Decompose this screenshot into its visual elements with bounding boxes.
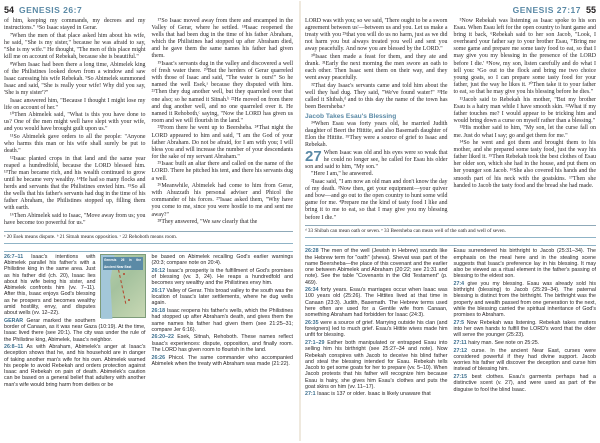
paragraph: ³⁴When Esau was forty years old, he married Judith daughter of Beeri the Hittite, and also Basemath daughter of Elon the Hittite. ³⁵They were a source of grief to Isaac and Rebekah. <box>305 120 448 149</box>
right-page-number: 55 <box>585 5 596 15</box>
paragraph: ¹⁴So he went and got them and brought them to his mother, and she prepared some tasty food, just the way his father liked it. ¹⁵Then Rebekah took the best clothes of Esau her older son, which she had in the house, and put them on her younger son Jacob. ¹⁶She also covered his hands and the smooth part of his neck with the goatskins. ¹⁷Then she handed to Jacob the tasty food and the bread she had made. <box>453 140 596 189</box>
paragraph: "Here I am," he answered. <box>311 171 374 178</box>
study-note: 27:5 Now Rebekah was listening. Rebekah takes matters into her own hands to fulfill the LORD's word that the older will serve the younger (25:23). <box>453 319 596 339</box>
left-page <box>4 18 293 389</box>
study-note: GERAR Gerar marked the southern border of Canaan, as it was near Gaza (10:19). At the time, Isaac lived there (see 20:1). The city was under the rule of the Philistine king, Abimelek, Isaac's neighbor. <box>4 317 146 343</box>
paragraph: ¹⁰Then Abimelek said, "What is this you have done to us? One of the men might well have slept with your wife, and you would have brought guilt upon us." <box>4 112 146 133</box>
paragraph: ¹⁷So Isaac moved away from there and encamped in the Valley of Gerar, where he settled. ¹⁸Isaac reopened the wells that had been dug in the time of his father Abraham, which the Philistines had stopped up after Abraham died, and he gave them the same names his father had given them. <box>151 18 293 60</box>
study-note: 27:11 hairy man. See note on 25:25. <box>453 340 540 346</box>
study-note: 26:20–22 Esek, Sitnah, Rehoboth. These names reflect Isaac's experiences: dispute, opposition, and finally room. The LORD has given room to flourish in the land. <box>151 334 293 353</box>
left-text-column-2 <box>152 18 294 228</box>
paragraph: ¹³His mother said to him, "My son, let the curse fall on me. Just do what I say; go and get them for me." <box>453 125 596 139</box>
left-footnotes: ᵃ 20 Esek means dispute. ᵇ 21 Sitnah means opposition. ᶜ 22 Rehoboth means room. <box>4 231 293 240</box>
study-note: 26:28 The men of the well (Jewish in Hebrew) sounds like the Hebrew term for "oath" (sheva). Shevat was part of the name Beersheba—the place of this covenant and the earlier one between Abimelek and Abraham (20:22; see 21:31 and note). See the table "Covenants in the Old Testament" (p. 469). <box>305 248 448 286</box>
chapter-number: 27 <box>305 147 322 165</box>
right-running-head: GENESIS 27:17 <box>512 5 581 15</box>
left-study-notes <box>4 254 293 389</box>
paragraph: ¹⁹Isaac's servants dug in the valley and discovered a well of fresh water there. ²⁰But the herders of Gerar quarreled with those of Isaac and said, "The water is ours!" So he named the well Esek,ᵃ because they disputed with him. ²¹Then they dug another well, but they quarreled over that one also; so he named it Sitnah.ᵇ ²²He moved on from there and dug another well, and no one quarreled over it. He named it Rehoboth,ᶜ saying, "Now the LORD has given us room and we will flourish in the land." <box>151 61 293 124</box>
study-note: 26:26 Phicol. The same commander who accompanied Abimelek when the treaty with Abraham was made (21:22). <box>151 354 293 367</box>
paragraph: Isaac answered him, "Because I thought I might lose my life on account of her." <box>4 97 146 111</box>
study-note: 26:8–11 As with Abraham, Abimelek's anger at Isaac's deception shows that he, and his household are in danger of taking another man's wife for his own. Abimelek warned his people to avoid Rebekah and orders protection against Isaac and Rebekah on pain of death. Abimelek's caution can be based on a general belief that adultery with another man's wife would bring harm from deities or be <box>4 344 146 388</box>
paragraph: ²⁵Isaac built an altar there and called on the name of the LORD. There he pitched his tent, and there his servants dug a well. <box>151 161 293 182</box>
paragraph: 27 When Isaac was old and his eyes were so weak that he could no longer see, he called for Esau his older son and said to him, "My son." <box>305 147 448 170</box>
study-note: 26:17 Valley of Gerar. This broad valley to the south was the location of Isaac's later settlements, where he dug wells again. <box>151 287 293 307</box>
study-note: 27:15 best clothes. Esau's garments perhaps had a distinctive scent (v. 27), and were used as part of the disguise to fool the blind Isaac. <box>453 374 596 393</box>
left-notes-band <box>4 243 293 252</box>
study-note: 26:35 were a source of grief. Marrying outside his clan (and foreigners) led to much grief. Esau's Hittite wives made him unfit for blessing. <box>305 319 448 339</box>
paragraph: ²⁶Meanwhile, Abimelek had come to him from Gerar, with Ahuzzath his personal adviser and Phicol the commander of his forces. ²⁷Isaac asked them, "Why have you come to me, since you were hostile to me and sent me away?" <box>151 183 293 218</box>
left-scripture-text <box>4 18 293 228</box>
study-note: 27:1–29 Esther both manipulated or entrapped Esau into selling him his birthright (see 25:27–34 and note). Now Rebekah conspires with Jacob to deceive his blind father and steal the blessing intended for Esau. Rebekah tells Jacob to get some goats for her to prepare (vv. 5–10). When Jacob protests that his father will recognize him because Esau is hairy, she gives him Esau's clothes and puts the goat skins on him (vv. 11–17). <box>305 340 448 390</box>
study-note: Esau surrendered his birthright to Jacob (25:31–34). The emphasis on the meal here and in the stealing scene suggests that Isaac's preference lay in his blessing. It may also be viewed as a ritual element in the father's passing of blessing to the eldest son. <box>453 248 596 280</box>
paragraph: ¹⁶Then Abimelek said to Isaac, "Move away from us; you have become too powerful for us." <box>4 213 146 227</box>
study-note: be based on Abimelek recalling God's earlier warnings (20:3; compare note on 20:4). <box>151 253 293 267</box>
paragraph: ³⁰Isaac then made a feast for them, and they ate and drank. ³¹Early the next morning the men swore an oath to each other. Then Isaac sent them on their way, and they went away peacefully. <box>305 53 448 82</box>
left-notes-column-2 <box>152 254 294 389</box>
paragraph: ¹¹So Abimelek gave orders to all the people: "Anyone who harms this man or his wife shall surely be put to death." <box>4 134 146 155</box>
study-note: 26:34 forty years. Esau's marriages occur when Isaac was 100 years old (25:26). The Hittites lived at that time in Canaan (23:3). Judith, Basemath. The Hebrew terms used here often are used for a Gentile wife from Canaan, something Abraham had forbidden for Isaac (24:3). <box>305 287 448 319</box>
paragraph: ³²That day Isaac's servants came and told him about the well they had dug. They said, "We've found water!" ³³He called it Shibah,ᵈ and to this day the name of the town has been Beersheba.ᵉ <box>305 82 448 111</box>
left-page-number: 54 <box>4 5 15 15</box>
left-notes-column-1 <box>4 254 146 389</box>
paragraph: LORD was with you; so we said, 'There ought to be a sworn agreement between us'—between us and you. Let us make a treaty with you ²⁹that you will do us no harm, just as we did not harm you but always treated you well and sent you away peacefully. And now you are blessed by the LORD." <box>305 18 448 53</box>
right-notes-column-1 <box>305 248 448 399</box>
paragraph: ¹²Isaac planted crops in that land and the same year reaped a hundredfold, because the LORD blessed him. ¹³The man became rich, and his wealth continued to grow until he became very wealthy. ¹⁴He had so many flocks and herds and servants that the Philistines envied him. ¹⁵So all the wells that his father's servants had dug in the time of his father Abraham, the Philistines stopped up, filling them with earth. <box>4 155 146 212</box>
study-note: 27:4 give you my blessing. Esau was already sold his birthright (blessing) to Jacob (25:29–34). The paternal blessing is distinct from the birthright. The birthright was the property and wealth passed from one generation to the next, while the blessing carried the spiritual inheritance of God's promises to Abraham. <box>453 280 596 319</box>
study-note: 26:18 Isaac reopens his father's wells, which the Philistines had stopped up after Abraham's death, and gives them the same names his father had given them (see 21:25–31; compare Jer 6:16). <box>151 308 293 333</box>
right-scripture-text <box>305 18 596 222</box>
paragraph: ²³From there he went up to Beersheba. ²⁴That night the LORD appeared to him and said, "I am the God of your father Abraham. Do not be afraid, for I am with you; I will bless you and will increase the number of your descendants for the sake of my servant Abraham." <box>151 125 293 160</box>
paragraph: ⁸When Isaac had been there a long time, Abimelek king of the Philistines looked down from a window and saw Isaac caressing his wife Rebekah. ⁹So Abimelek summoned Isaac and said, "She is really your wife! Why did you say, 'She is my sister'?" <box>4 61 146 96</box>
right-study-notes <box>305 248 596 399</box>
study-note: 26:12 Isaac's prosperity is the fulfillment of God's promises of blessing (vv. 3, 24). He reaps a hundredfold and becomes very wealthy and the Philistines envy him. <box>151 267 293 287</box>
paragraph: ¹¹Jacob said to Rebekah his mother, "But my brother Esau is a hairy man while I have smooth skin. ¹²What if my father touches me? I would appear to be tricking him and would bring down a curse on myself rather than a blessing." <box>453 96 596 124</box>
paragraph: ²Isaac said, "I am now an old man and don't know the day of my death. ³Now then, get your equipment—your quiver and bow—and go out to the open country to hunt some wild game for me. ⁴Prepare me the kind of tasty food I like and bring it to me to eat, so that I may give you my blessing before I die." <box>305 179 448 221</box>
section-heading: Jacob Takes Esau's Blessing <box>305 113 397 121</box>
gutter-divider <box>299 1 301 441</box>
right-page <box>305 18 596 399</box>
right-notes-column-2 <box>454 248 597 399</box>
study-note: 27:12 curse. In the ancient Near East, curses were considered powerful if they had divine support. Jacob worries his father will discover the deception and curse him instead of blessing him. <box>453 347 596 373</box>
right-notes-band <box>305 237 596 246</box>
map-label: Genesis 26 in the Ancient Near East <box>104 258 141 269</box>
left-text-column-1 <box>4 18 146 228</box>
map-figure <box>100 254 146 318</box>
right-text-column-2 <box>454 18 597 222</box>
paragraph: ²⁸They answered, "We saw clearly that the <box>157 219 258 226</box>
right-text-column-1 <box>305 18 448 222</box>
left-running-head: GENESIS 26:7 <box>19 5 83 15</box>
left-page-header <box>4 3 87 17</box>
paragraph: ⁵Now Rebekah was listening as Isaac spoke to his son Esau. When Esau left for the open country to hunt game and bring it back, ⁶Rebekah said to her son Jacob, "Look, I overheard your father say to your brother Esau, ⁷'Bring me some game and prepare me some tasty food to eat, so that I may give you my blessing in the presence of the LORD before I die.' ⁸Now, my son, listen carefully and do what I tell you: ⁹Go out to the flock and bring me two choice young goats, so I can prepare some tasty food for your father, just the way he likes it. ¹⁰Then take it to your father to eat, so that he may give you his blessing before he dies." <box>453 18 596 95</box>
study-note: 27:1 Isaac is 137 or older. Isaac is likely unaware that <box>305 391 431 398</box>
right-footnotes: ᵈ 33 Shibah can mean oath or seven. ᵉ 33 Beersheba can mean well of the oath and well of seven. <box>305 225 596 234</box>
right-page-header <box>508 3 596 17</box>
study-note: 26:7–11 Isaac's intentions with Abimelek parallel his father's with a Philistine king in the same area. Just as his father did (ch. 20), Isaac lies about his wife being his sister, and Abimelek confronts him (vv. 7–11). After this, Isaac enjoys God's blessing as he prospers and becomes wealthy amid hostility, envy, and disputes about wells (vv. 12–22). <box>4 253 96 317</box>
paragraph: ⁷When the men of that place asked him about his wife, he said, "She is my sister," because he was afraid to say, "She is my wife." He thought, "The men of this place might kill me on account of Rebekah, because she is beautiful." <box>4 32 146 60</box>
paragraph: of him, keeping my commands, my decrees and my instructions." ⁶So Isaac stayed in Gerar. <box>4 18 146 32</box>
